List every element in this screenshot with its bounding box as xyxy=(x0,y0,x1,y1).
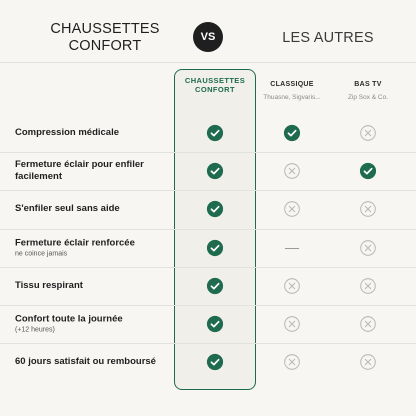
column-header-tv xyxy=(330,81,406,101)
cross-icon xyxy=(360,316,377,333)
feature-title: Tissu respirant xyxy=(15,279,83,291)
cross-icon xyxy=(284,316,301,333)
feature-title: S'enfiler seul sans aide xyxy=(15,203,120,215)
check-icon xyxy=(207,125,224,142)
feature-subtitle: ne coince jamais xyxy=(15,250,68,258)
table-row xyxy=(0,229,416,267)
check-icon xyxy=(207,239,224,256)
check-icon xyxy=(284,125,301,142)
cross-icon xyxy=(284,354,301,371)
feature-title: Compression médicale xyxy=(15,127,120,138)
feature-title: Confort toute la journée xyxy=(15,313,123,325)
feature-title: Fermeture éclair renforcée xyxy=(15,237,135,249)
column-header-tv-name: BAS TV xyxy=(354,81,382,88)
cross-icon xyxy=(360,277,377,294)
table-row xyxy=(0,152,416,190)
column-header-brand-line1: CHAUSSETTES xyxy=(184,76,246,85)
table-row xyxy=(0,190,416,228)
table-row xyxy=(0,114,416,152)
column-header-brand-line2: CONFORT xyxy=(195,85,235,94)
check-icon xyxy=(207,277,224,294)
cross-icon xyxy=(284,163,301,180)
feature-label xyxy=(15,127,165,139)
brand-title-line1: CHAUSSETTES xyxy=(50,21,160,37)
feature-label xyxy=(15,280,165,292)
check-icon xyxy=(207,163,224,180)
check-icon xyxy=(207,316,224,333)
table-row xyxy=(0,305,416,343)
dash-icon xyxy=(285,248,299,249)
cross-icon xyxy=(360,125,377,142)
feature-label xyxy=(15,314,165,335)
table-row xyxy=(0,343,416,381)
cross-icon xyxy=(360,239,377,256)
feature-label xyxy=(15,159,165,183)
vs-badge: VS xyxy=(193,22,223,52)
column-header-tv-sub: Zip Sox & Co. xyxy=(347,94,389,101)
cross-icon xyxy=(360,354,377,371)
check-icon xyxy=(207,201,224,218)
feature-label xyxy=(15,237,165,258)
check-icon xyxy=(207,354,224,371)
cross-icon xyxy=(284,277,301,294)
brand-title xyxy=(50,21,160,55)
feature-title: Fermeture éclair pour enfiler facilement xyxy=(15,159,144,183)
feature-subtitle: (+12 heures) xyxy=(15,326,55,334)
header-divider xyxy=(0,62,416,63)
feature-label xyxy=(15,356,165,368)
comparison-header xyxy=(0,0,416,64)
others-title: LES AUTRES xyxy=(282,30,374,46)
brand-title-line2: CONFORT xyxy=(68,38,142,54)
check-icon xyxy=(360,163,377,180)
feature-label xyxy=(15,203,165,215)
column-header-brand xyxy=(174,76,256,94)
feature-title: 60 jours satisfait ou remboursé xyxy=(15,356,156,368)
table-row xyxy=(0,267,416,305)
cross-icon xyxy=(360,201,377,218)
column-header-classic xyxy=(252,81,332,101)
column-header-classic-name: CLASSIQUE xyxy=(270,81,314,88)
cross-icon xyxy=(284,201,301,218)
column-header-classic-sub: Thuasne, Sigvaris... xyxy=(263,94,321,101)
